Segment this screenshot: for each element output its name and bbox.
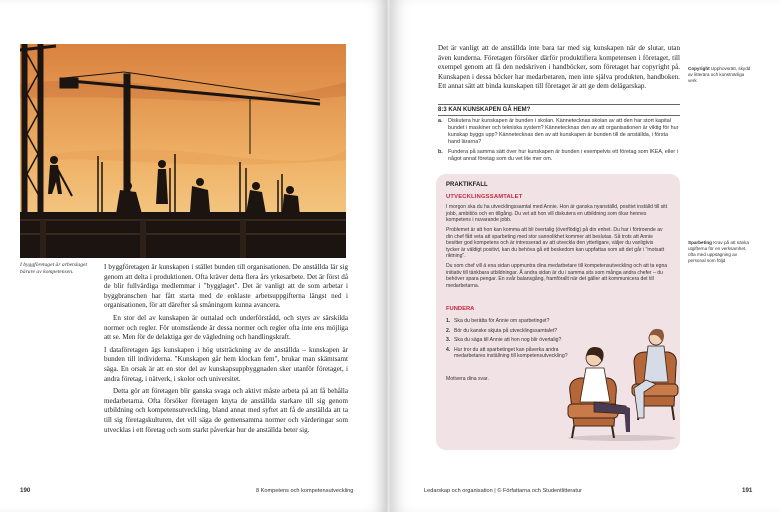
paragraph: Detta gör att företagen blir ganska svaga och aktivt måste arbeta på att få behålla medarbetarna. Ofta försöker företagen knyta de anställda starkare till sig genom utbildning och kompetensutveckling, bland annat med syftet att få de anställda att ta till sig företagskulturen, det vill säga de gemensamma normer och värderingar som utvecklas i ett företag och som starkt påverkar hur de anställda beter sig. bbox=[104, 387, 348, 434]
question-item bbox=[438, 149, 680, 163]
photo-caption: I byggföretaget är arbetslaget bärare av kompetensen. bbox=[20, 262, 88, 275]
fundera-list bbox=[446, 318, 574, 363]
case-box bbox=[436, 174, 680, 450]
fundera-text: Ska du berätta för Annie om sparbetinget? bbox=[454, 318, 550, 324]
fundera-item bbox=[446, 328, 574, 335]
side-note-text: Krav på att sänka utgifterna för en verksamhet, ofta med uppsägning av personal som följd bbox=[688, 240, 750, 263]
left-page bbox=[0, 0, 388, 512]
case-paragraph: Problemet är att hon kan komma att bli övertalig (överflödig) på din enhet. Du har i förtroende av din chef fått veta att sparbeting med stor sannolikhet kommer att beslutas. Så trots att Annie besitter god kompetens och är intresserad av att utveckla den ytterligare, väljer du vanligtvis tycker är väldigt positivt, kan du behöva gå ett beskedom kan uppfattas som att det går i "motsatt riktning". bbox=[446, 227, 665, 259]
question-text: Fundera på samma sätt över hur kunskapen är bunden i exempelvis ett företag som IKEA, eller i något annat företag som du vet lite mer om. bbox=[448, 149, 678, 163]
fundera-number: 3. bbox=[446, 337, 451, 344]
running-footer-right: Ledarskap och organisation | © Författarna och Studentlitteratur bbox=[424, 488, 582, 494]
case-heading: PRAKTIKFALL bbox=[446, 182, 488, 188]
paragraph: Det är vanligt att de anställda inte bara tar med sig kunskapen när de slutar, utan även kunderna. Företagen försöker därför produktifiera kompetensen i företaget, till exempel genom att få den nedskriven i handböcker, som företaget har copyright på. Kunskapen i dessa böcker har medarbetaren, men inte själva produkten, handboken. Ett annat sätt att binda kunskapen till företaget är att ge dem delägarskap. bbox=[438, 44, 680, 91]
page-number-right: 191 bbox=[742, 487, 753, 494]
fundera-text: Bör du kanske skjuta på utvecklingssamtalet? bbox=[454, 327, 558, 334]
fundera-text: Hur tror du att sparbetinget kan påverka andra medarbetares inställning till kompetensutveckling? bbox=[454, 346, 568, 360]
case-title: UTVECKLINGSSAMTALET bbox=[446, 194, 523, 200]
case-paragraph: I morgon ska du ha utvecklingssamtal med Annie. Hon är ganska nyanställd, positivt inställd till sitt jobb, ambitiös och en tillgång. Du vet att hon vill diskutera en utbildning som ökar hennes kompetens i nuvarande jobb. bbox=[446, 204, 668, 223]
two-women-armchairs-illustration bbox=[564, 322, 680, 442]
case-text bbox=[446, 204, 668, 293]
side-note-text: Upphovsrätt, skydd av litterära och konstnärliga verk bbox=[688, 66, 751, 83]
side-note-term: Sparbeting bbox=[688, 240, 712, 245]
fundera-number: 1. bbox=[446, 318, 451, 324]
left-body-text bbox=[104, 263, 348, 438]
question-list bbox=[438, 118, 680, 167]
fundera-title: FUNDERA bbox=[446, 306, 475, 312]
side-note-term: Copyright bbox=[688, 66, 710, 71]
fundera-item bbox=[446, 337, 574, 344]
fundera-item bbox=[446, 347, 574, 360]
side-note-sparbeting bbox=[688, 240, 754, 264]
fundera-number: 4. bbox=[446, 346, 451, 353]
question-label: b. bbox=[438, 149, 443, 156]
paragraph: En stor del av kunskapen är outtalad och underförstådd, och styrs av särskilda normer och regler. För utomstående är dessa normer och regler ofta inte ens möjliga att se. Men för de delaktiga ger de vägledning och handlingskraft. bbox=[104, 313, 348, 342]
question-text: Diskutera hur kunskapen är bunden i skolan. Kännetecknas skolan av att den har stort kapital bundet i maskiner och tekniska system? Kännetecknas den av att organisationen är viktig för hur kunskap byggs upp? Kännetecknas den av att kunskapen är bunden till de anställda, i första hand lärarna? bbox=[448, 118, 679, 146]
fundera-text: Ska du säga till Annie att hon nog blir övertalig? bbox=[454, 337, 562, 344]
fundera-number: 2. bbox=[446, 327, 451, 334]
case-paragraph: Du som chef vill ä ena sidan uppmuntra dina medarbetare till kompetensutveckling och att ta egna initiativ till tänkbara utbildningar. Å andra sidan är du i samma sits som många andra chefer – du behöver spara pengar. En svår balansgång, framförallt när det gäller att kommunicera det till medarbetarna. bbox=[446, 263, 668, 289]
case-closing: Motivera dina svar. bbox=[446, 376, 489, 382]
right-intro-text bbox=[438, 44, 680, 95]
page-number-left: 190 bbox=[20, 487, 31, 494]
right-page bbox=[390, 0, 780, 512]
question-label: a. bbox=[438, 118, 443, 124]
question-item bbox=[438, 118, 680, 146]
question-heading: 8:3 KAN KUNSKAPEN GÅ HEM? bbox=[438, 104, 680, 116]
side-note-copyright bbox=[688, 66, 754, 84]
paragraph: I byggföretagen är kunskapen i stället bunden till organisationen. De anställda lär sig genom att delta i produktionen. Ofta kräver detta flera års yrkesarbete. Det är först då de blir fullvärdiga medlemmar i "bygglaget". Det är vanligt att de som arbetar i byggbranschen har fått starta med de enklaste arbetsuppgifterna längst ned i organisationen, för att därefter så småningom kunna avancera. bbox=[104, 263, 348, 310]
construction-photo bbox=[20, 44, 346, 258]
paragraph: I dataföretagen ägs kunskapen i hög utsträckning av de anställda – kunskapen är bunden till individerna. "Kunskapen går hem klockan fem", brukar man skämtsamt säga. En orsak är att en stor del av kunskapsuppbyggnaden sker utanför företaget, i andra företag, i nätverk, i skolor och universitet. bbox=[104, 345, 348, 383]
fundera-item bbox=[446, 318, 574, 325]
running-footer-left: 8 Kompetens och kompetensutveckling bbox=[256, 488, 354, 494]
